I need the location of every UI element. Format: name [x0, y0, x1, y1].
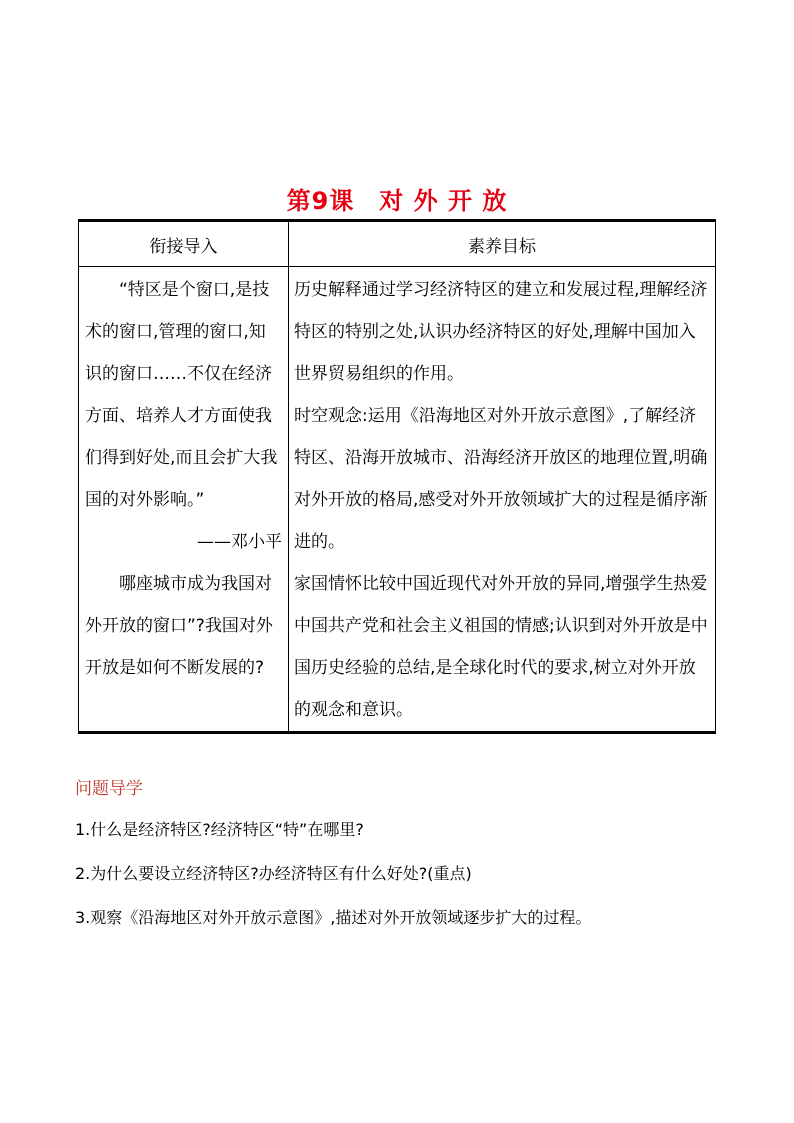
question-list	[75, 818, 755, 950]
question-item: 2.为什么要设立经济特区?办经济特区有什么好处?(重点)	[75, 864, 472, 883]
question-item: 3.观察《沿海地区对外开放示意图》,描述对外开放领域逐步扩大的过程。	[75, 908, 592, 927]
intro-question: 哪座城市成为我国对外开放的窗口”?我国对外开放是如何不断发展的?	[85, 574, 273, 678]
header-goals: 素养目标	[289, 221, 716, 267]
intro-author: ——邓小平	[197, 532, 282, 552]
lesson-title: 第9课 对 外 开 放	[286, 187, 508, 215]
question-item: 1.什么是经济特区?经济特区“特”在哪里?	[75, 820, 364, 839]
goal-patriotism: 家国情怀比较中国近现代对外开放的异同,增强学生热爱中国共产党和社会主义祖国的情感;认识到对外开放是中国历史经验的总结,是全球化时代的要求,树立对外开放的观念和意识。	[294, 574, 708, 720]
table-header-row	[79, 221, 716, 267]
lesson-overview-table	[78, 219, 716, 734]
section-heading: 问题导学	[75, 779, 143, 799]
goal-history: 历史解释通过学习经济特区的建立和发展过程,理解经济特区的特别之处,认识办经济特区的好处,理解中国加入世界贸易组织的作用。	[294, 280, 708, 384]
header-intro: 衔接导入	[79, 221, 289, 267]
table-body-row	[79, 267, 716, 733]
goals-cell	[289, 267, 716, 733]
goal-time-space: 时空观念:运用《沿海地区对外开放示意图》,了解经济特区、沿海开放城市、沿海经济开放区的地理位置,明确对外开放的格局,感受对外开放领域扩大的过程是循序渐进的。	[294, 406, 708, 552]
intro-quote: “特区是个窗口,是技术的窗口,管理的窗口,知识的窗口……不仅在经济方面、培养人才方面使我们得到好处,而且会扩大我国的对外影响。”	[85, 280, 278, 510]
intro-cell	[79, 267, 289, 733]
